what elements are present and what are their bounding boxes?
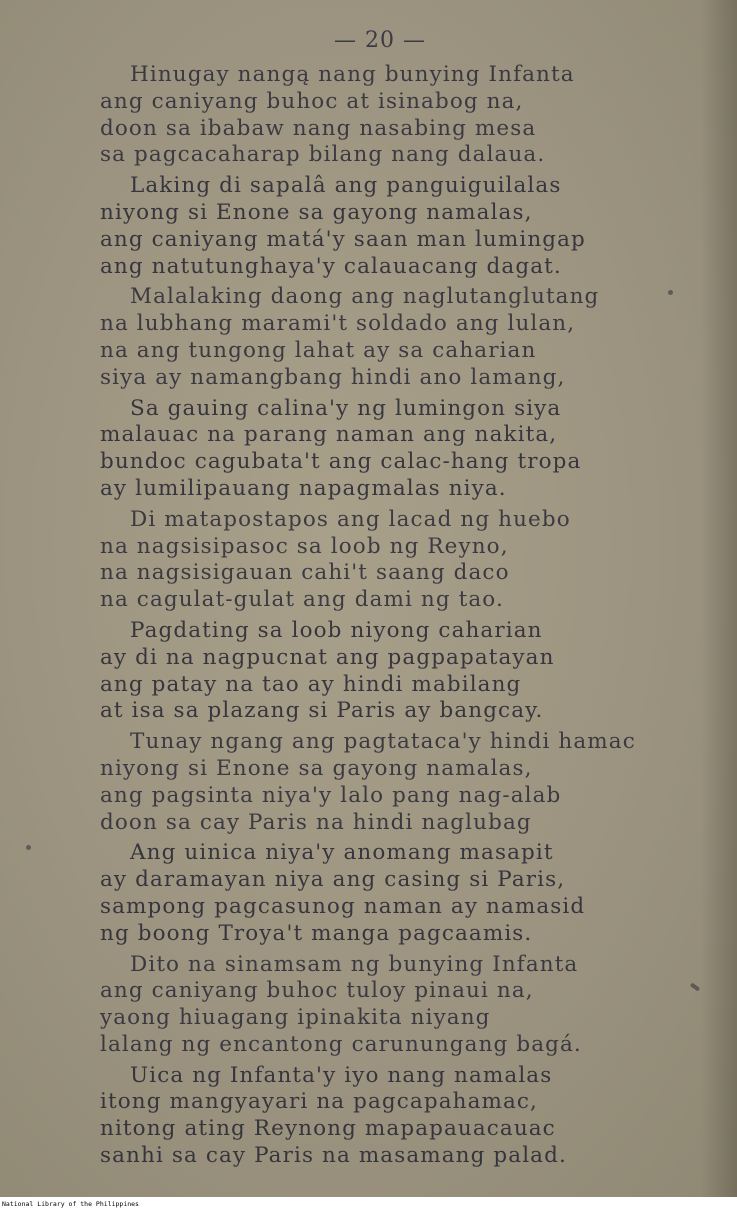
poem-line: doon sa ibabaw nang nasabing mesa [100, 115, 537, 141]
poem-line: ng boong Troya't manga pagcaamis. [100, 920, 533, 946]
poem-line: Laking di sapalâ ang panguiguilalas [130, 173, 562, 199]
poem-line: sanhi sa cay Paris na masamang palad. [100, 1143, 567, 1169]
poem-line: niyong si Enone sa gayong namalas, [100, 199, 533, 225]
stanza-8 [100, 840, 710, 947]
poem-line: Tunay ngang ang pagtataca'y hindi hamac [130, 729, 636, 755]
poem-line: doon sa cay Paris na hindi naglubag [100, 809, 532, 835]
poem-line: na nagsisigauan cahi't saang daco [100, 560, 510, 586]
stanza-1 [100, 62, 710, 169]
stanza-4 [100, 396, 710, 503]
stanza-6 [100, 618, 710, 725]
poem-line: ay di na nagpucnat ang pagpapatayan [100, 644, 555, 670]
poem-line: nitong ating Reynong mapapauacauac [100, 1116, 556, 1142]
ink-speck [668, 290, 673, 295]
poem-line: ang patay na tao ay hindi mabilang [100, 671, 522, 697]
poem-line: Pagdating sa loob niyong caharian [130, 617, 543, 643]
poem-line: itong mangyayari na pagcapahamac, [100, 1089, 538, 1115]
poem-line: Hinugay nangą nang bunying Infanta [130, 62, 575, 87]
poem-line: malauac na parang naman ang nakita, [100, 422, 558, 448]
poem-line: yaong hiuagang ipinakita niyang [100, 1005, 491, 1031]
poem-line: ang caniyang buhoc at isinabog na, [100, 88, 524, 114]
stanza-9 [100, 952, 710, 1059]
poem-line: Dito na sinamsam ng bunying Infanta [130, 951, 579, 977]
poem-line: siya ay namangbang hindi ano lamang, [100, 364, 566, 390]
poem-line: Sa gauing calina'y ng lumingon siya [130, 395, 562, 421]
ink-speck [26, 845, 31, 850]
poem-line: ay lumilipauang napagmalas niya. [100, 475, 507, 501]
poem-line: ang caniyang buhoc tuloy pinaui na, [100, 978, 534, 1004]
poem-line: ang caniyang matá'y saan man lumingap [100, 226, 586, 252]
poem-line: ang natutunghaya'y calauacang dagat. [100, 253, 562, 279]
stanza-7 [100, 729, 710, 836]
poem-line: Malalaking daong ang naglutanglutang [130, 284, 600, 310]
poem-line: sa pagcacaharap bilang nang dalaua. [100, 142, 546, 168]
poem-line: Uica ng Infanta'y iyo nang namalas [130, 1062, 553, 1088]
poem-line: ay daramayan niya ang casing si Paris, [100, 867, 566, 893]
stanza-5 [100, 507, 710, 614]
poem-line: Di matapostapos ang lacad ng huebo [130, 506, 571, 532]
stanza-3 [100, 284, 710, 391]
poem-body [100, 62, 710, 1174]
poem-line: na ang tungong lahat ay sa caharian [100, 337, 537, 363]
stanza-10 [100, 1063, 710, 1170]
library-credit: National Library of the Philippines [2, 1200, 139, 1208]
stanza-2 [100, 173, 710, 280]
poem-line: na nagsisipasoc sa loob ng Reyno, [100, 533, 509, 559]
poem-line: Ang uinica niya'y anomang masapit [130, 840, 554, 866]
poem-line: na cagulat-gulat ang dami ng tao. [100, 587, 504, 613]
poem-line: lalang ng encantong carunungang bagá. [100, 1031, 582, 1057]
poem-line: at isa sa plazang si Paris ay bangcay. [100, 698, 544, 724]
poem-line: bundoc cagubata't ang calac-hang tropa [100, 449, 582, 475]
poem-line: na lubhang marami't soldado ang lulan, [100, 311, 576, 337]
poem-line: ang pagsinta niya'y lalo pang nag-alab [100, 782, 562, 808]
poem-line: sampong pagcasunog naman ay namasid [100, 893, 586, 919]
poem-line: niyong si Enone sa gayong namalas, [100, 755, 533, 781]
page-number: — 20 — [334, 28, 426, 53]
